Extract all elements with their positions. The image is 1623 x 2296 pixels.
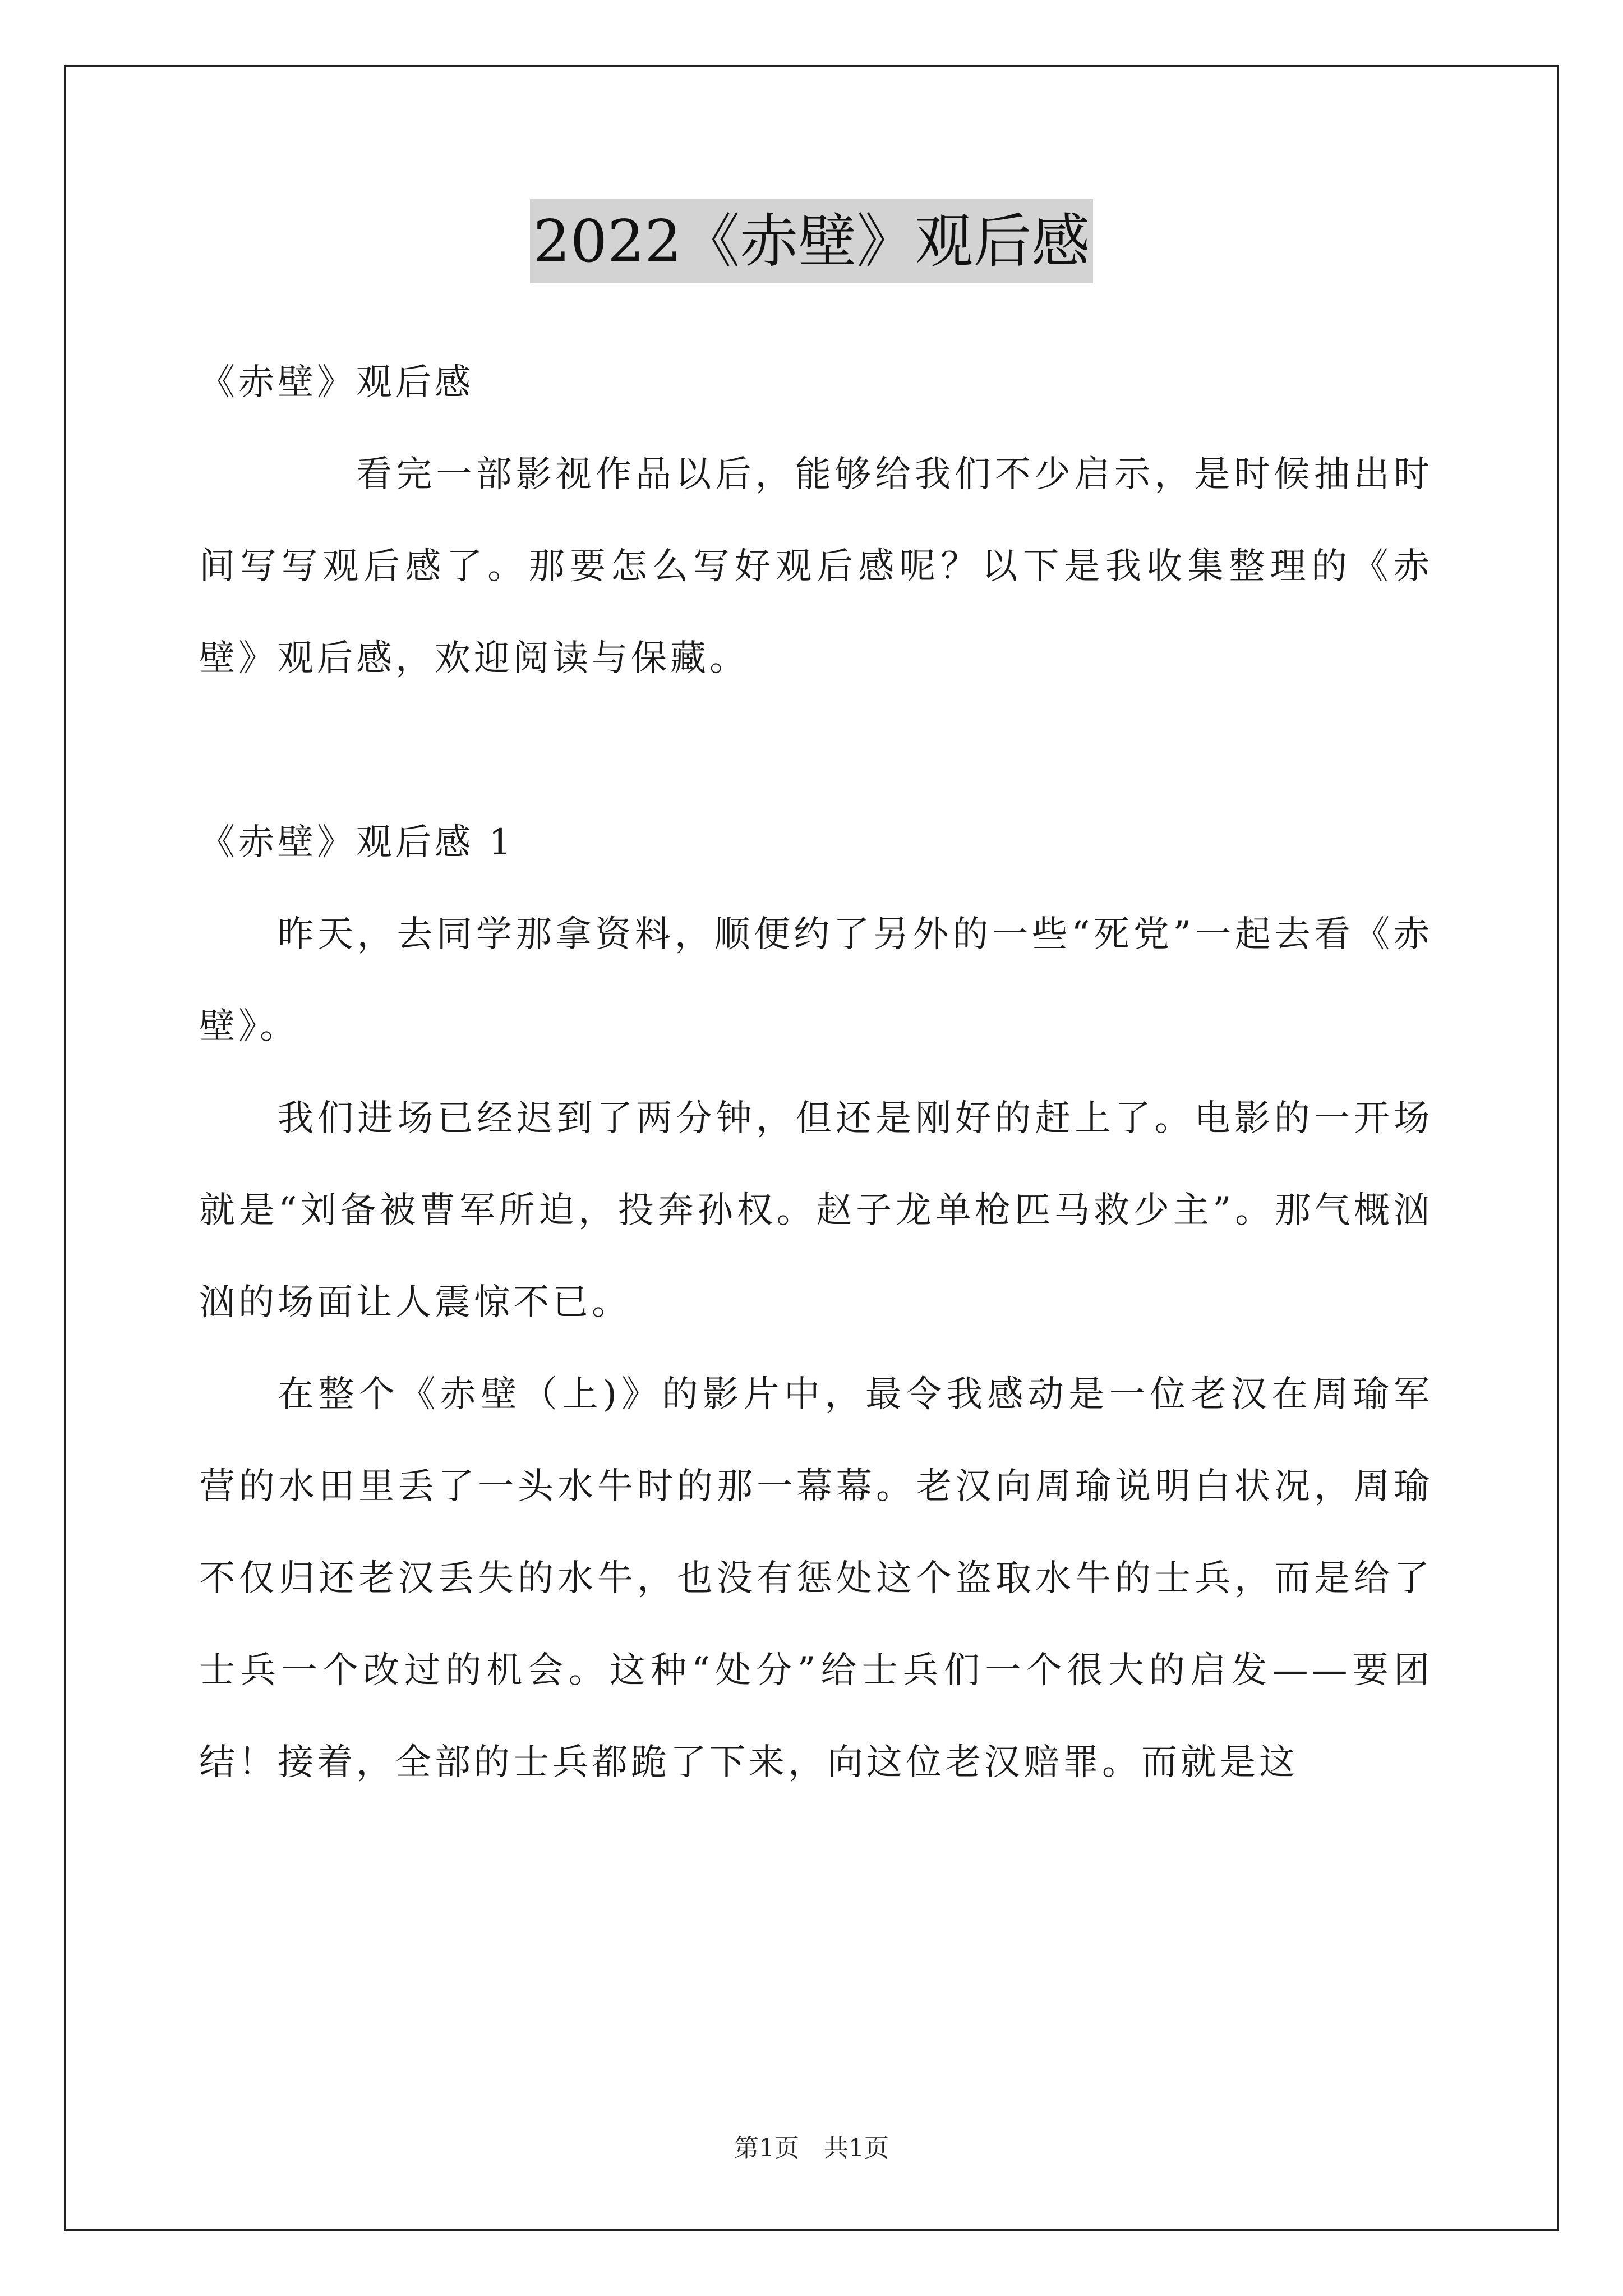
page-footer <box>0 2132 1623 2165</box>
intro-paragraph: 看完一部影视作品以后，能够给我们不少启示，是时候抽出时间写写观后感了。那要怎么写好观后感呢？以下是我收集整理的《赤壁》观后感，欢迎阅读与保藏。 <box>199 454 1433 679</box>
document-body <box>199 337 1433 1809</box>
body-paragraph: 昨天，去同学那拿资料，顺便约了另外的一些“死党”一起去看《赤壁》。 <box>199 914 1433 1047</box>
document-title: 2022《赤壁》观后感 <box>530 199 1094 283</box>
spacer <box>199 705 1433 797</box>
intro-heading: 《赤壁》观后感 <box>199 362 474 403</box>
section-1-heading: 《赤壁》观后感 1 <box>199 822 515 863</box>
title-container <box>0 199 1623 283</box>
page-number: 第1页 共1页 <box>734 2134 889 2162</box>
body-paragraph: 在整个《赤壁（上)》的影片中，最令我感动是一位老汉在周瑜军营的水田里丢了一头水牛时的那一幕幕。老汉向周瑜说明白状况，周瑜不仅归还老汉丢失的水牛，也没有惩处这个盗取水牛的士兵，而是给了士兵一个改过的机会。这种“处分”给士兵们一个很大的启发——要团结！接着，全部的士兵都跪了下来，向这位老汉赔罪。而就是这 <box>199 1374 1433 1783</box>
body-paragraph: 我们进场已经迟到了两分钟，但还是刚好的赶上了。电影的一开场就是“刘备被曹军所迫，投奔孙权。赵子龙单枪匹马救少主”。那气概汹汹的场面让人震惊不已。 <box>199 1098 1433 1323</box>
